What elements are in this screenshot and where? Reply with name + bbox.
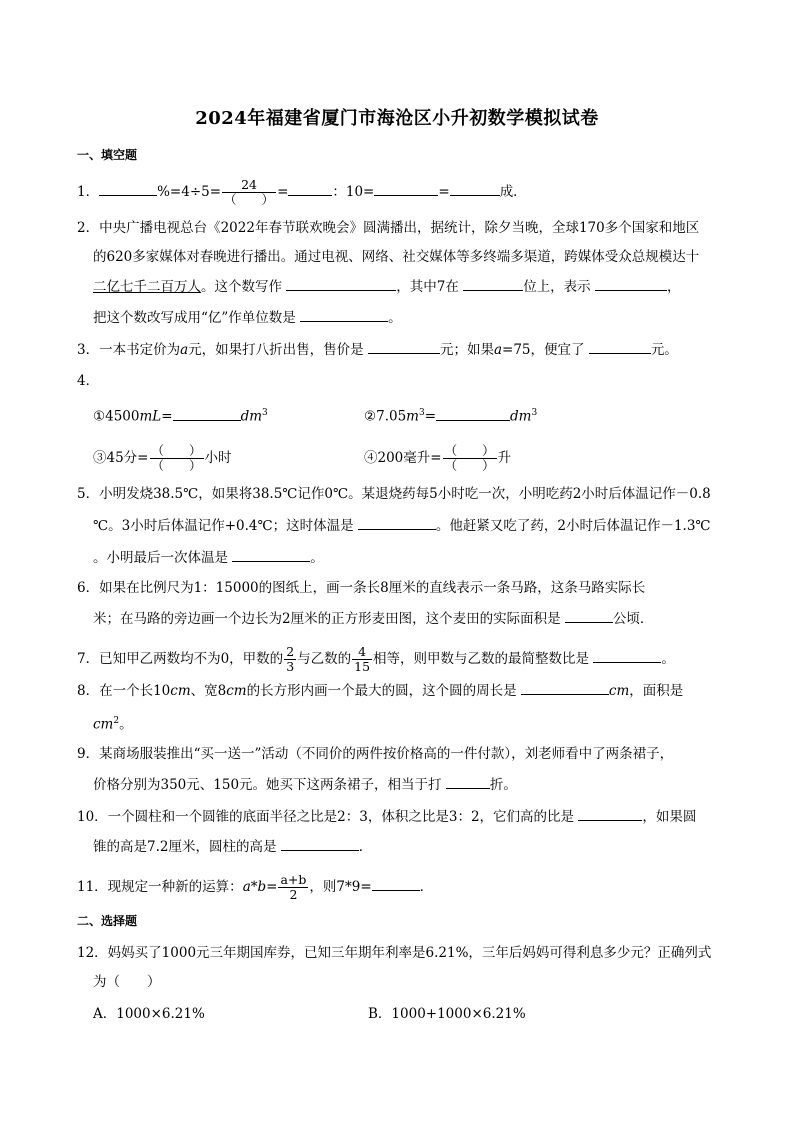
q2-blank-1 xyxy=(286,276,396,291)
q6-line-2 xyxy=(93,608,653,629)
q4-1-unit: mL xyxy=(139,408,162,425)
q2-line-3 xyxy=(93,276,680,297)
q7-fraction-2 xyxy=(352,645,372,674)
q5-line-2 xyxy=(93,515,711,536)
exam-title: 2024年福建省厦门市海沧区小升初数学模拟试卷 xyxy=(195,108,599,129)
q3-var-a: a xyxy=(180,342,189,358)
q1-text-a: %=4÷5= xyxy=(157,184,222,200)
q8-text-d: ，面积是 xyxy=(629,683,684,699)
q4-1-blank xyxy=(173,406,241,421)
q4-number: 4． xyxy=(77,373,100,389)
q5-blank-1 xyxy=(358,515,436,530)
q2-text-c: ，其中7在 xyxy=(396,279,459,295)
q6-text-b: 公顷． xyxy=(612,611,654,627)
q4-2-unit: m xyxy=(406,408,419,425)
q4-2-power: 3 xyxy=(418,408,425,418)
q9-blank xyxy=(446,774,490,789)
q8-unit-4: cm xyxy=(93,716,114,733)
q11-eq: = xyxy=(266,879,278,895)
q12-option-a: A．1000×6.21% xyxy=(93,1006,205,1022)
q7-blank xyxy=(593,648,661,663)
q10-text-c: 锥的高是7.2厘米，圆柱的高是 xyxy=(93,839,277,855)
q10-line-2 xyxy=(93,836,372,857)
q2-text-g: 。 xyxy=(388,310,402,326)
q4-2-power-2: 3 xyxy=(531,408,538,418)
q10-text-b: ，如果圆 xyxy=(642,809,697,825)
q1-blank-4 xyxy=(450,181,500,196)
q4-2-unit-2: dm xyxy=(510,408,532,425)
q1-frac-den: （ ） xyxy=(224,192,275,207)
q2-line-1: 2．中央广播电视总台《2022年春节联欢晚会》圆满播出，据统计，除夕当晚，全球170多个国家和地区 xyxy=(77,220,700,236)
q4-item-3 xyxy=(93,444,232,473)
q8-power: 2 xyxy=(113,716,120,726)
q8-unit-2: cm xyxy=(226,683,247,699)
q4-4-num: （ ） xyxy=(444,443,495,458)
q11-fraction xyxy=(278,873,308,902)
q9-text-b: 折。 xyxy=(489,777,517,793)
q5-line-1: 5．小明发烧38.5℃，如果将38.5℃记作0℃。某退烧药每5小时吃一次，小明吃药2小时后体温记作－0.8 xyxy=(77,486,711,502)
q3-var-a-2: a xyxy=(493,342,503,358)
q11-blank xyxy=(372,876,420,891)
q2-blank-2 xyxy=(463,276,523,291)
q5-text-c: 。小明最后一次体温是 xyxy=(93,550,228,566)
q12-line-2: 为（ ） xyxy=(93,974,161,990)
q3-blank-1 xyxy=(368,339,440,354)
q10-blank-1 xyxy=(578,806,642,821)
q6-blank xyxy=(565,608,613,623)
q7-f2-den: 15 xyxy=(354,659,371,674)
q2-text-e: ， xyxy=(666,279,681,295)
q8-unit-3: cm xyxy=(608,683,630,699)
q9-line-2 xyxy=(93,774,517,795)
q8-text-a: 8．在一个长10 xyxy=(77,683,171,699)
q12-option-b: B．1000+1000×6.21% xyxy=(368,1006,526,1022)
q2-line-2: 的620多家媒体对春晚进行播出。通过电视、网络、社交媒体等多终端多渠道，跨媒体受众总规模达十 xyxy=(93,249,700,265)
q1-text-b: = xyxy=(277,184,289,200)
q8-text-b: 、宽8 xyxy=(190,683,227,699)
q11-text-a: 11．现规定一种新的运算： xyxy=(77,879,243,895)
q4-3-unit: 小时 xyxy=(204,450,232,466)
q2-text-b: 。这个数写作 xyxy=(201,279,282,295)
q4-item-4 xyxy=(364,444,511,473)
q1-fraction xyxy=(222,178,276,207)
section-multiple-choice: 二、选择题 xyxy=(77,914,138,928)
q2-text-d: 位上，表示 xyxy=(523,279,591,295)
q8-line-1 xyxy=(77,680,683,701)
q7-f1-num: 2 xyxy=(286,644,295,659)
q4-item-2 xyxy=(364,403,537,427)
q7-fraction-1 xyxy=(284,645,296,674)
q11-text-e: ． xyxy=(419,879,434,895)
q4-4-text: ④200毫升= xyxy=(364,450,442,466)
q10-blank-2 xyxy=(281,836,359,851)
q11-num: a+b xyxy=(280,872,307,887)
q11-text-d: ，则7*9= xyxy=(309,879,372,895)
q9-text-a: 价格分别为350元、150元。她买下这两条裙子，相当于打 xyxy=(93,777,442,793)
q7-text-c: 相等，则甲数与乙数的最简整数比是 xyxy=(373,651,590,667)
q4-3-den: （ ） xyxy=(151,458,202,473)
q8-text-e: 。 xyxy=(119,716,133,733)
q11-expr: a*b xyxy=(242,879,267,895)
q4-1-unit-2: dm xyxy=(240,408,263,425)
q6-text-a: 米；在马路的旁边画一个边长为2厘米的正方形麦田图，这个麦田的实际面积是 xyxy=(93,611,561,627)
q4-4-unit: 升 xyxy=(497,450,512,466)
question-7 xyxy=(77,645,675,674)
q3-text-d: =75，便宜了 xyxy=(502,342,585,358)
q1-text-d: = xyxy=(438,184,450,200)
q11-den: 2 xyxy=(289,887,298,902)
q2-blank-3 xyxy=(595,276,667,291)
q4-2-blank xyxy=(436,406,510,421)
q4-1-text: ①4500 xyxy=(93,408,140,425)
q2-blank-4 xyxy=(300,307,388,322)
q1-text-c: ：10= xyxy=(332,184,375,200)
q1-text-e: 成． xyxy=(499,184,527,200)
question-1 xyxy=(77,178,527,207)
q4-item-1 xyxy=(93,403,268,427)
q4-3-text: ③45分= xyxy=(93,450,149,466)
q2-line-4 xyxy=(93,307,402,328)
q2-underlined-number: 二亿七千二百万人 xyxy=(93,279,201,295)
q12-line-1: 12．妈妈买了1000元三年期国库券，已知三年期年利率是6.21%，三年后妈妈可得利息多少元？正确列式 xyxy=(77,945,712,961)
q1-blank-1 xyxy=(99,181,157,196)
q7-text-a: 7．已知甲乙两数均不为0，甲数的 xyxy=(77,651,284,667)
q3-blank-2 xyxy=(589,339,651,354)
q8-blank xyxy=(521,680,609,695)
q1-frac-num: 24 xyxy=(222,178,276,193)
q8-text-c: 的长方形内画一个最大的圆，这个圆的周长是 xyxy=(246,683,517,699)
q4-3-num: （ ） xyxy=(151,443,202,458)
section-fill-blank: 一、填空题 xyxy=(77,148,138,162)
q1-number: 1． xyxy=(77,184,100,200)
question-11 xyxy=(77,873,433,902)
q10-text-a: 10．一个圆柱和一个圆锥的底面半径之比是2：3，体积之比是3：2，它们高的比是 xyxy=(77,809,575,825)
q5-blank-2 xyxy=(232,547,310,562)
q7-text-e: 。 xyxy=(661,651,675,667)
q5-text-b: 。他赶紧又吃了药，2小时后体温记作－1.3℃ xyxy=(435,518,711,534)
q4-2-eq: = xyxy=(424,408,437,425)
q4-1-power: 3 xyxy=(262,408,268,418)
q4-4-den: （ ） xyxy=(444,458,495,473)
q10-text-d: ． xyxy=(358,839,373,855)
q3-text-a: 3．一本书定价为 xyxy=(77,342,181,358)
q7-f1-den: 3 xyxy=(286,659,295,674)
q2-text-f: 把这个数改写成用“亿”作单位数是 xyxy=(93,310,296,326)
q6-line-1: 6．如果在比例尺为1：15000的图纸上，画一条长8厘米的直线表示一条马路，这条马路实际长 xyxy=(77,580,646,596)
q5-text-a: ℃。3小时后体温记作+0.4℃；这时体温是 xyxy=(93,518,354,534)
q1-blank-3 xyxy=(374,181,438,196)
question-3 xyxy=(77,339,678,360)
q9-line-1: 9．某商场服装推出“买一送一”活动（不同价的两件按价格高的一件付款），刘老师看中了两条裙子， xyxy=(77,746,674,762)
q5-line-3 xyxy=(93,547,324,568)
q5-text-d: 。 xyxy=(310,550,324,566)
q3-text-e: 元。 xyxy=(650,342,678,358)
q3-text-b: 元，如果打八折出售，售价是 xyxy=(188,342,364,358)
q10-line-1 xyxy=(77,806,696,827)
q7-text-b: 与乙数的 xyxy=(297,651,352,667)
q8-line-2 xyxy=(93,711,133,735)
q3-text-c: 元；如果 xyxy=(439,342,494,358)
q8-unit-1: cm xyxy=(170,683,191,699)
q7-f2-num: 4 xyxy=(352,645,372,660)
q4-4-fraction xyxy=(443,444,497,473)
q4-1-eq: = xyxy=(161,408,173,425)
q1-blank-2 xyxy=(288,181,332,196)
q4-2-text: ②7.05 xyxy=(364,408,407,425)
q4-3-fraction xyxy=(150,444,204,473)
